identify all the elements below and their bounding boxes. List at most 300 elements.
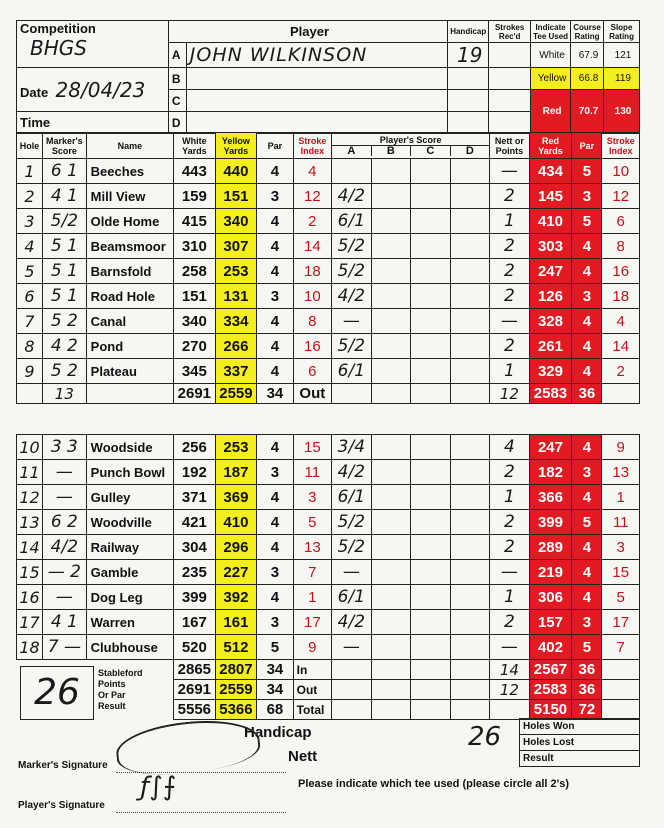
score-c[interactable] [411, 585, 451, 610]
score-a[interactable]: 6/1 [332, 209, 372, 234]
player-label: Player [168, 21, 447, 43]
stroke-index: 1 [293, 585, 331, 610]
hole-row [17, 510, 640, 535]
marker-score[interactable]: 4 2 [43, 334, 87, 359]
hole-name: Mill View [86, 184, 173, 209]
hole-name: Woodville [86, 510, 173, 535]
score-c[interactable] [411, 610, 451, 635]
score-c[interactable] [411, 485, 451, 510]
total-score[interactable] [332, 680, 372, 700]
yellow-yards: 266 [215, 334, 257, 359]
handicap-label: Handicap [448, 21, 489, 43]
red-par: 5 [572, 159, 602, 184]
score-a[interactable]: 5/2 [332, 535, 372, 560]
score-d[interactable] [450, 259, 490, 284]
red-par: 3 [572, 460, 602, 485]
col-red-si: Stroke Index [602, 133, 640, 159]
red-stroke-index: 12 [602, 184, 640, 209]
score-b[interactable] [371, 259, 411, 284]
hole-number: 9 [17, 359, 43, 384]
white-yards: 310 [174, 234, 216, 259]
total-label: Out [293, 680, 331, 700]
red-yards: 247 [529, 259, 572, 284]
red-stroke-index: 18 [602, 284, 640, 309]
total-points[interactable]: 14 [490, 660, 530, 680]
stroke-index: 12 [293, 184, 331, 209]
total-red-yards: 2567 [529, 660, 572, 680]
red-stroke-index: 1 [602, 485, 640, 510]
red-par: 4 [572, 334, 602, 359]
out-score[interactable] [450, 384, 490, 404]
out-score[interactable] [411, 384, 451, 404]
red-yards: 247 [529, 435, 572, 460]
total-score[interactable] [411, 660, 451, 680]
out-score[interactable] [332, 384, 372, 404]
red-yards: 145 [529, 184, 572, 209]
nett-points[interactable]: 4 [490, 435, 530, 460]
hole-row [17, 435, 640, 460]
marker-score[interactable]: 5 2 [43, 309, 87, 334]
par: 4 [257, 159, 293, 184]
yellow-yards: 334 [215, 309, 257, 334]
total-score[interactable] [371, 660, 411, 680]
red-par: 5 [572, 510, 602, 535]
red-yards: 261 [529, 334, 572, 359]
nett-points[interactable]: 2 [490, 184, 530, 209]
score-d[interactable] [450, 535, 490, 560]
hole-row [17, 209, 640, 234]
score-b[interactable] [371, 485, 411, 510]
score-b[interactable] [371, 460, 411, 485]
hole-number: 16 [17, 585, 43, 610]
col-b: B [372, 146, 412, 156]
score-a[interactable]: — [332, 309, 372, 334]
hole-row [17, 535, 640, 560]
score-d[interactable] [450, 435, 490, 460]
stroke-index: 16 [293, 334, 331, 359]
score-a[interactable]: 4/2 [332, 610, 372, 635]
par: 4 [257, 510, 293, 535]
stroke-index: 7 [293, 560, 331, 585]
par: 3 [257, 610, 293, 635]
out-red-par: 36 [572, 384, 602, 404]
out-score[interactable] [371, 384, 411, 404]
yellow-yards: 187 [215, 460, 257, 485]
score-a[interactable]: 6/1 [332, 485, 372, 510]
par: 4 [257, 485, 293, 510]
score-b[interactable] [371, 309, 411, 334]
score-b[interactable] [371, 610, 411, 635]
stroke-index: 17 [293, 610, 331, 635]
score-d[interactable] [450, 610, 490, 635]
white-yards: 151 [174, 284, 216, 309]
red-yards: 303 [529, 234, 572, 259]
yellow-yards: 253 [215, 435, 257, 460]
marker-score[interactable]: 3 3 [43, 435, 87, 460]
score-d[interactable] [450, 460, 490, 485]
hole-row [17, 610, 640, 635]
col-stroke: Stroke Index [293, 133, 331, 159]
signature-mark-1 [114, 715, 262, 780]
total-score[interactable] [371, 700, 411, 720]
stroke-index: 3 [293, 485, 331, 510]
total-score[interactable] [332, 660, 372, 680]
stroke-index: 6 [293, 359, 331, 384]
course-yellow: 66.8 [571, 68, 604, 90]
col-a: A [332, 146, 372, 156]
score-c[interactable] [411, 359, 451, 384]
score-a[interactable]: 3/4 [332, 435, 372, 460]
white-yards: 304 [174, 535, 216, 560]
handicap-value[interactable]: 19 [448, 43, 489, 68]
par: 4 [257, 259, 293, 284]
red-par: 4 [572, 259, 602, 284]
tee-white[interactable]: White [531, 43, 571, 68]
par: 5 [257, 635, 293, 660]
score-c[interactable] [411, 184, 451, 209]
par: 3 [257, 284, 293, 309]
time-label: Time [17, 112, 169, 134]
hole-row [17, 635, 640, 660]
score-b[interactable] [371, 435, 411, 460]
nett-points[interactable]: 2 [490, 460, 530, 485]
score-d[interactable] [450, 585, 490, 610]
red-par: 5 [572, 635, 602, 660]
score-b[interactable] [371, 209, 411, 234]
total-label: Total [293, 700, 331, 720]
total-score[interactable] [450, 700, 490, 720]
score-b[interactable] [371, 560, 411, 585]
score-b[interactable] [371, 184, 411, 209]
score-a[interactable]: 4/2 [332, 284, 372, 309]
nett-points[interactable]: 2 [490, 284, 530, 309]
score-a[interactable]: 6/1 [332, 359, 372, 384]
red-yards: 399 [529, 510, 572, 535]
score-d[interactable] [450, 209, 490, 234]
hole-name: Gamble [86, 560, 173, 585]
nett-label: Nett [288, 748, 318, 765]
score-c[interactable] [411, 234, 451, 259]
hole-row [17, 234, 640, 259]
stableford-box [20, 666, 94, 720]
nett-points[interactable]: 1 [490, 209, 530, 234]
par: 4 [257, 359, 293, 384]
red-yards: 329 [529, 359, 572, 384]
marker-score[interactable]: — [43, 585, 87, 610]
red-par: 3 [572, 610, 602, 635]
total-points[interactable]: 12 [490, 680, 530, 700]
par: 4 [257, 435, 293, 460]
score-c[interactable] [411, 259, 451, 284]
score-c[interactable] [411, 635, 451, 660]
par: 4 [257, 585, 293, 610]
score-a[interactable]: 5/2 [332, 334, 372, 359]
total-par: 34 [257, 660, 293, 680]
score-c[interactable] [411, 560, 451, 585]
hole-name: Road Hole [86, 284, 173, 309]
white-yards: 167 [174, 610, 216, 635]
hole-row [17, 259, 640, 284]
marker-score[interactable]: 6 2 [43, 510, 87, 535]
score-d[interactable] [450, 184, 490, 209]
stroke-index: 10 [293, 284, 331, 309]
out-points[interactable]: 12 [490, 384, 530, 404]
red-stroke-index: 10 [602, 159, 640, 184]
course-white: 67.9 [571, 43, 604, 68]
hole-number: 3 [17, 209, 43, 234]
col-d: D [465, 145, 474, 157]
out-white: 2691 [174, 384, 216, 404]
total-points[interactable] [490, 700, 530, 720]
yellow-yards: 512 [215, 635, 257, 660]
red-par: 4 [572, 535, 602, 560]
red-stroke-index: 17 [602, 610, 640, 635]
score-b[interactable] [371, 585, 411, 610]
score-a[interactable]: 5/2 [332, 234, 372, 259]
out-blank-si [602, 384, 640, 404]
score-a[interactable]: 5/2 [332, 259, 372, 284]
out-marker-total[interactable]: 13 [43, 384, 87, 404]
score-a[interactable]: 4/2 [332, 184, 372, 209]
score-a[interactable]: 6/1 [332, 585, 372, 610]
red-stroke-index: 7 [602, 635, 640, 660]
score-a[interactable] [332, 159, 372, 184]
score-c[interactable] [411, 309, 451, 334]
stroke-index: 8 [293, 309, 331, 334]
score-c[interactable] [411, 334, 451, 359]
total-score[interactable] [371, 680, 411, 700]
col-nett: Nett or Points [490, 133, 530, 159]
hole-number: 8 [17, 334, 43, 359]
holes-won: Holes Won [520, 719, 640, 735]
red-stroke-index: 4 [602, 309, 640, 334]
stroke-index: 13 [293, 535, 331, 560]
col-marker: Marker's Score [43, 133, 87, 159]
marker-score[interactable]: 5 1 [43, 234, 87, 259]
nett-points[interactable]: 2 [490, 535, 530, 560]
total-score[interactable] [411, 700, 451, 720]
red-yards: 157 [529, 610, 572, 635]
score-d[interactable] [450, 234, 490, 259]
col-name: Name [86, 133, 173, 159]
nett-written[interactable]: 26 [468, 722, 502, 752]
total-blank-si [602, 680, 640, 700]
marker-score[interactable]: — [43, 485, 87, 510]
hole-name: Olde Home [86, 209, 173, 234]
nett-points[interactable]: 2 [490, 234, 530, 259]
score-d[interactable] [450, 635, 490, 660]
col-c: C [411, 146, 451, 156]
yellow-yards: 307 [215, 234, 257, 259]
score-a[interactable]: — [332, 560, 372, 585]
tee-label: Indicate Tee Used [531, 21, 571, 43]
red-par: 4 [572, 309, 602, 334]
handicap-label-bottom: Handicap [244, 724, 312, 741]
date-cell [17, 68, 169, 112]
stableford-value[interactable]: 26 [34, 672, 80, 713]
score-c[interactable] [411, 209, 451, 234]
instruction-text: Please indicate which tee used (please circle all 2's) [298, 778, 570, 790]
stroke-index: 11 [293, 460, 331, 485]
marker-score[interactable]: 4/2 [43, 535, 87, 560]
nett-points[interactable]: — [490, 635, 530, 660]
date-value[interactable]: 28/04/23 [55, 77, 146, 102]
out-label: Out [293, 384, 331, 404]
par: 4 [257, 309, 293, 334]
total-yellow: 2807 [215, 660, 257, 680]
tee-yellow[interactable]: Yellow [531, 68, 571, 90]
yellow-yards: 151 [215, 184, 257, 209]
score-a[interactable]: 4/2 [332, 460, 372, 485]
hole-name: Plateau [86, 359, 173, 384]
signature-scribble: ƒ∫⨍ [140, 772, 177, 802]
score-a[interactable]: — [332, 635, 372, 660]
hole-name: Barnsfold [86, 259, 173, 284]
nett-points[interactable]: 2 [490, 259, 530, 284]
nett-points[interactable]: — [490, 159, 530, 184]
par: 3 [257, 560, 293, 585]
score-d[interactable] [450, 560, 490, 585]
total-score[interactable] [450, 680, 490, 700]
nett-points[interactable]: 2 [490, 610, 530, 635]
score-b[interactable] [371, 535, 411, 560]
hole-number: 17 [17, 610, 43, 635]
hole-row [17, 560, 640, 585]
marker-score[interactable]: 5 1 [43, 284, 87, 309]
white-yards: 256 [174, 435, 216, 460]
slope-red: 130 [604, 90, 640, 134]
total-blank-si [602, 660, 640, 680]
hole-number: 5 [17, 259, 43, 284]
nett-points[interactable]: 2 [490, 334, 530, 359]
red-stroke-index: 8 [602, 234, 640, 259]
nett-points[interactable]: 2 [490, 510, 530, 535]
score-a[interactable]: 5/2 [332, 510, 372, 535]
marker-score[interactable]: 4 1 [43, 184, 87, 209]
hole-name: Warren [86, 610, 173, 635]
row-label-d: D [168, 112, 186, 134]
red-par: 4 [572, 585, 602, 610]
hole-row [17, 460, 640, 485]
nett-points[interactable]: — [490, 309, 530, 334]
hole-row [17, 309, 640, 334]
total-white: 5556 [174, 700, 216, 720]
white-yards: 345 [174, 359, 216, 384]
red-stroke-index: 13 [602, 460, 640, 485]
player-name[interactable]: JOHN WILKINSON [186, 43, 447, 68]
marker-score[interactable]: 7 — [43, 635, 87, 660]
total-red-par: 72 [572, 700, 602, 720]
result: Result [520, 751, 640, 767]
competition-cell [17, 21, 169, 68]
white-yards: 415 [174, 209, 216, 234]
nett-points[interactable]: 1 [490, 359, 530, 384]
score-d[interactable] [450, 359, 490, 384]
total-score[interactable] [411, 680, 451, 700]
score-d[interactable] [450, 334, 490, 359]
score-d[interactable] [450, 159, 490, 184]
yellow-yards: 340 [215, 209, 257, 234]
yellow-yards: 296 [215, 535, 257, 560]
holes-lost: Holes Lost [520, 735, 640, 751]
score-b[interactable] [371, 334, 411, 359]
nett-points[interactable]: — [490, 560, 530, 585]
player-signature-line[interactable] [116, 812, 286, 813]
stroke-index: 15 [293, 435, 331, 460]
score-b[interactable] [371, 635, 411, 660]
hole-row [17, 585, 640, 610]
marker-score[interactable]: 6 1 [43, 159, 87, 184]
total-label: In [293, 660, 331, 680]
hole-name: Beamsmoor [86, 234, 173, 259]
score-d[interactable] [450, 510, 490, 535]
score-b[interactable] [371, 284, 411, 309]
hole-name: Punch Bowl [86, 460, 173, 485]
red-yards: 219 [529, 560, 572, 585]
nett-points[interactable]: 1 [490, 485, 530, 510]
score-c[interactable] [411, 460, 451, 485]
score-d[interactable] [450, 485, 490, 510]
score-c[interactable] [411, 435, 451, 460]
score-d[interactable] [450, 309, 490, 334]
col-red-par: Par [572, 133, 602, 159]
score-c[interactable] [411, 159, 451, 184]
score-b[interactable] [371, 359, 411, 384]
red-yards: 410 [529, 209, 572, 234]
marker-score[interactable]: 5 2 [43, 359, 87, 384]
yellow-yards: 392 [215, 585, 257, 610]
marker-score[interactable]: 4 1 [43, 610, 87, 635]
hole-number: 4 [17, 234, 43, 259]
total-score[interactable] [450, 660, 490, 680]
par: 4 [257, 535, 293, 560]
total-score[interactable] [332, 700, 372, 720]
score-b[interactable] [371, 234, 411, 259]
score-b[interactable] [371, 510, 411, 535]
red-par: 4 [572, 359, 602, 384]
hole-row [17, 284, 640, 309]
tee-red[interactable]: Red [531, 90, 571, 134]
white-yards: 159 [174, 184, 216, 209]
red-par: 3 [572, 284, 602, 309]
marker-score[interactable]: 5/2 [43, 209, 87, 234]
hole-name: Beeches [86, 159, 173, 184]
marker-score[interactable]: 5 1 [43, 259, 87, 284]
yellow-yards: 410 [215, 510, 257, 535]
total-blank-si [602, 700, 640, 720]
score-b[interactable] [371, 159, 411, 184]
marker-score[interactable]: — [43, 460, 87, 485]
stroke-index: 4 [293, 159, 331, 184]
red-stroke-index: 2 [602, 359, 640, 384]
red-yards: 366 [529, 485, 572, 510]
col-hole: Hole [17, 133, 43, 159]
marker-score[interactable]: — 2 [43, 560, 87, 585]
hole-number: 13 [17, 510, 43, 535]
score-d[interactable] [450, 284, 490, 309]
par: 4 [257, 334, 293, 359]
date-label: Date [20, 84, 49, 100]
nett-points[interactable]: 1 [490, 585, 530, 610]
score-c[interactable] [411, 284, 451, 309]
yellow-yards: 369 [215, 485, 257, 510]
red-stroke-index: 11 [602, 510, 640, 535]
hole-number: 11 [17, 460, 43, 485]
score-c[interactable] [411, 510, 451, 535]
score-c[interactable] [411, 535, 451, 560]
hole-number: 15 [17, 560, 43, 585]
course-rating-label: Course Rating [571, 21, 604, 43]
